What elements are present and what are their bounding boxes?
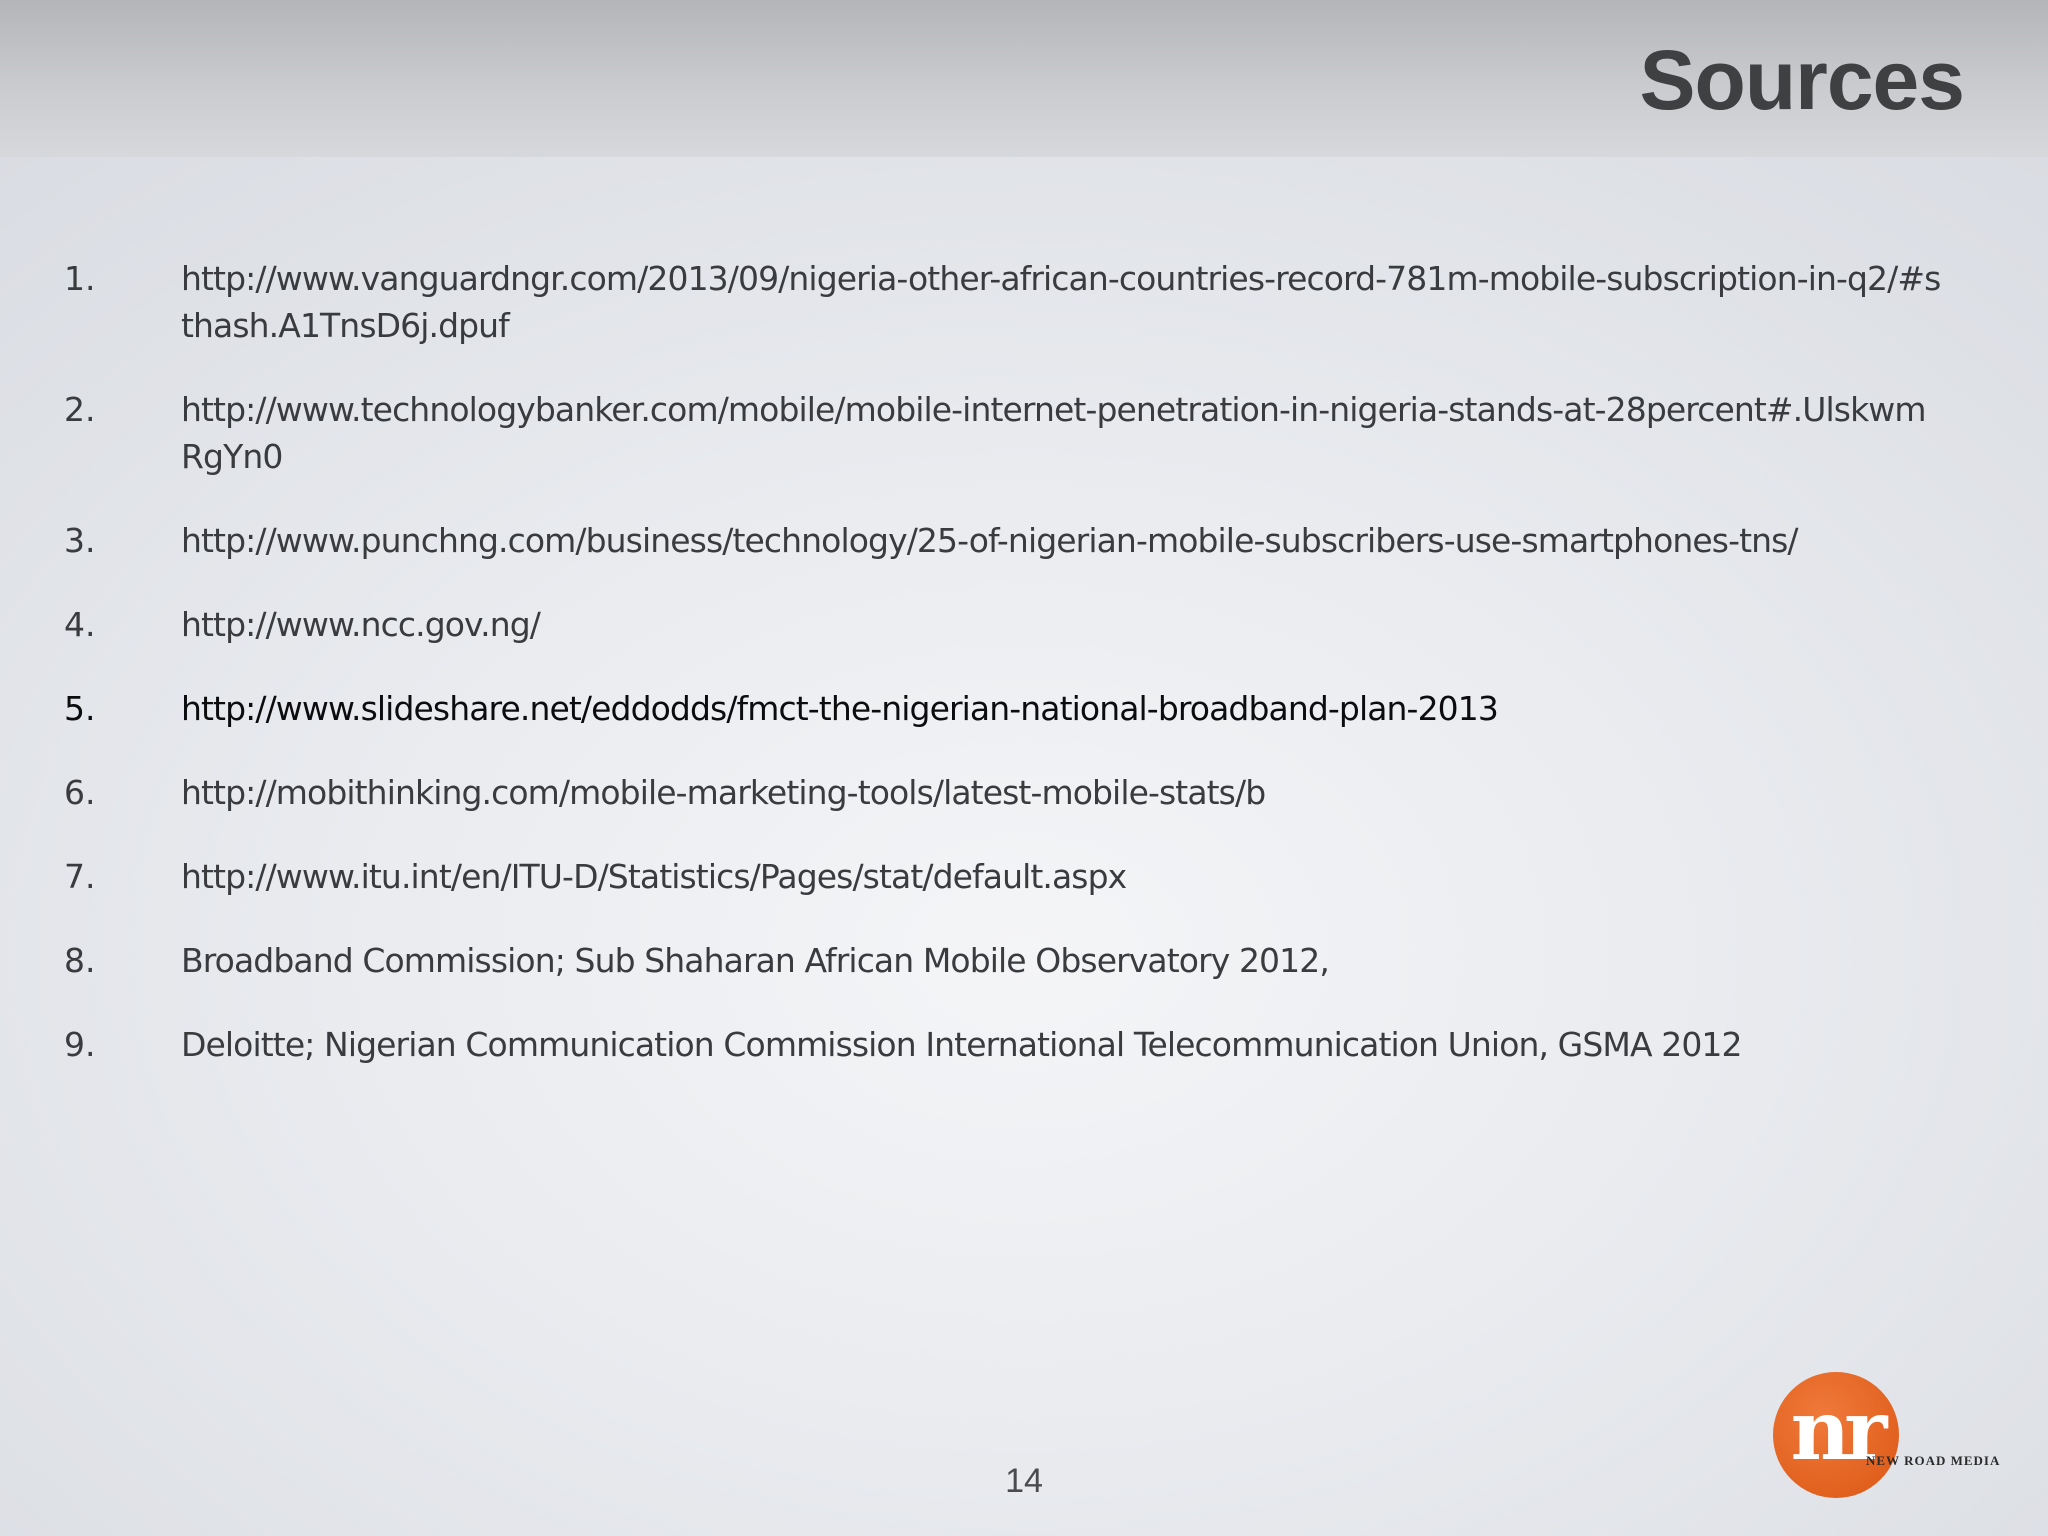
new-road-media-logo xyxy=(1773,1372,2013,1502)
source-number: 8. xyxy=(64,941,96,980)
source-link[interactable]: http://www.itu.int/en/ITU-D/Statistics/Pages/stat/default.aspx xyxy=(181,857,1127,896)
source-link[interactable]: http://www.technologybanker.com/mobile/mobile-internet-penetration-in-nigeria-stands-at-28percent#.UlskwmRgYn0 xyxy=(181,390,1926,476)
source-number: 2. xyxy=(64,390,96,429)
source-number: 7. xyxy=(64,857,96,896)
source-number: 9. xyxy=(64,1025,96,1064)
source-link[interactable]: http://www.vanguardngr.com/2013/09/nigeria-other-african-countries-record-781m-mobile-subscription-in-q2/#sthash.A1TnsD6j.dpuf xyxy=(181,259,1941,345)
logo-mark: nr xyxy=(1790,1383,1882,1479)
page-number: 14 xyxy=(1005,1462,1043,1500)
source-number: 1. xyxy=(64,259,96,298)
source-number: 4. xyxy=(64,605,96,644)
source-link[interactable]: http://mobithinking.com/mobile-marketing-tools/latest-mobile-stats/b xyxy=(181,773,1266,812)
source-link[interactable]: http://www.ncc.gov.ng/ xyxy=(181,605,540,644)
source-text: Deloitte; Nigerian Communication Commission International Telecommunication Union, GSMA 2012 xyxy=(181,1025,1742,1064)
source-number: 5. xyxy=(64,689,96,728)
source-link[interactable]: http://www.slideshare.net/eddodds/fmct-the-nigerian-national-broadband-plan-2013 xyxy=(181,689,1498,728)
source-number: 3. xyxy=(64,521,96,560)
slide-title: Sources xyxy=(1639,33,1964,127)
source-link[interactable]: http://www.punchng.com/business/technology/25-of-nigerian-mobile-subscribers-use-smartphones-tns/ xyxy=(181,521,1798,560)
logo-text: NEW ROAD MEDIA xyxy=(1866,1453,2001,1468)
source-text: Broadband Commission; Sub Shaharan African Mobile Observatory 2012, xyxy=(181,941,1329,980)
source-number: 6. xyxy=(64,773,96,812)
